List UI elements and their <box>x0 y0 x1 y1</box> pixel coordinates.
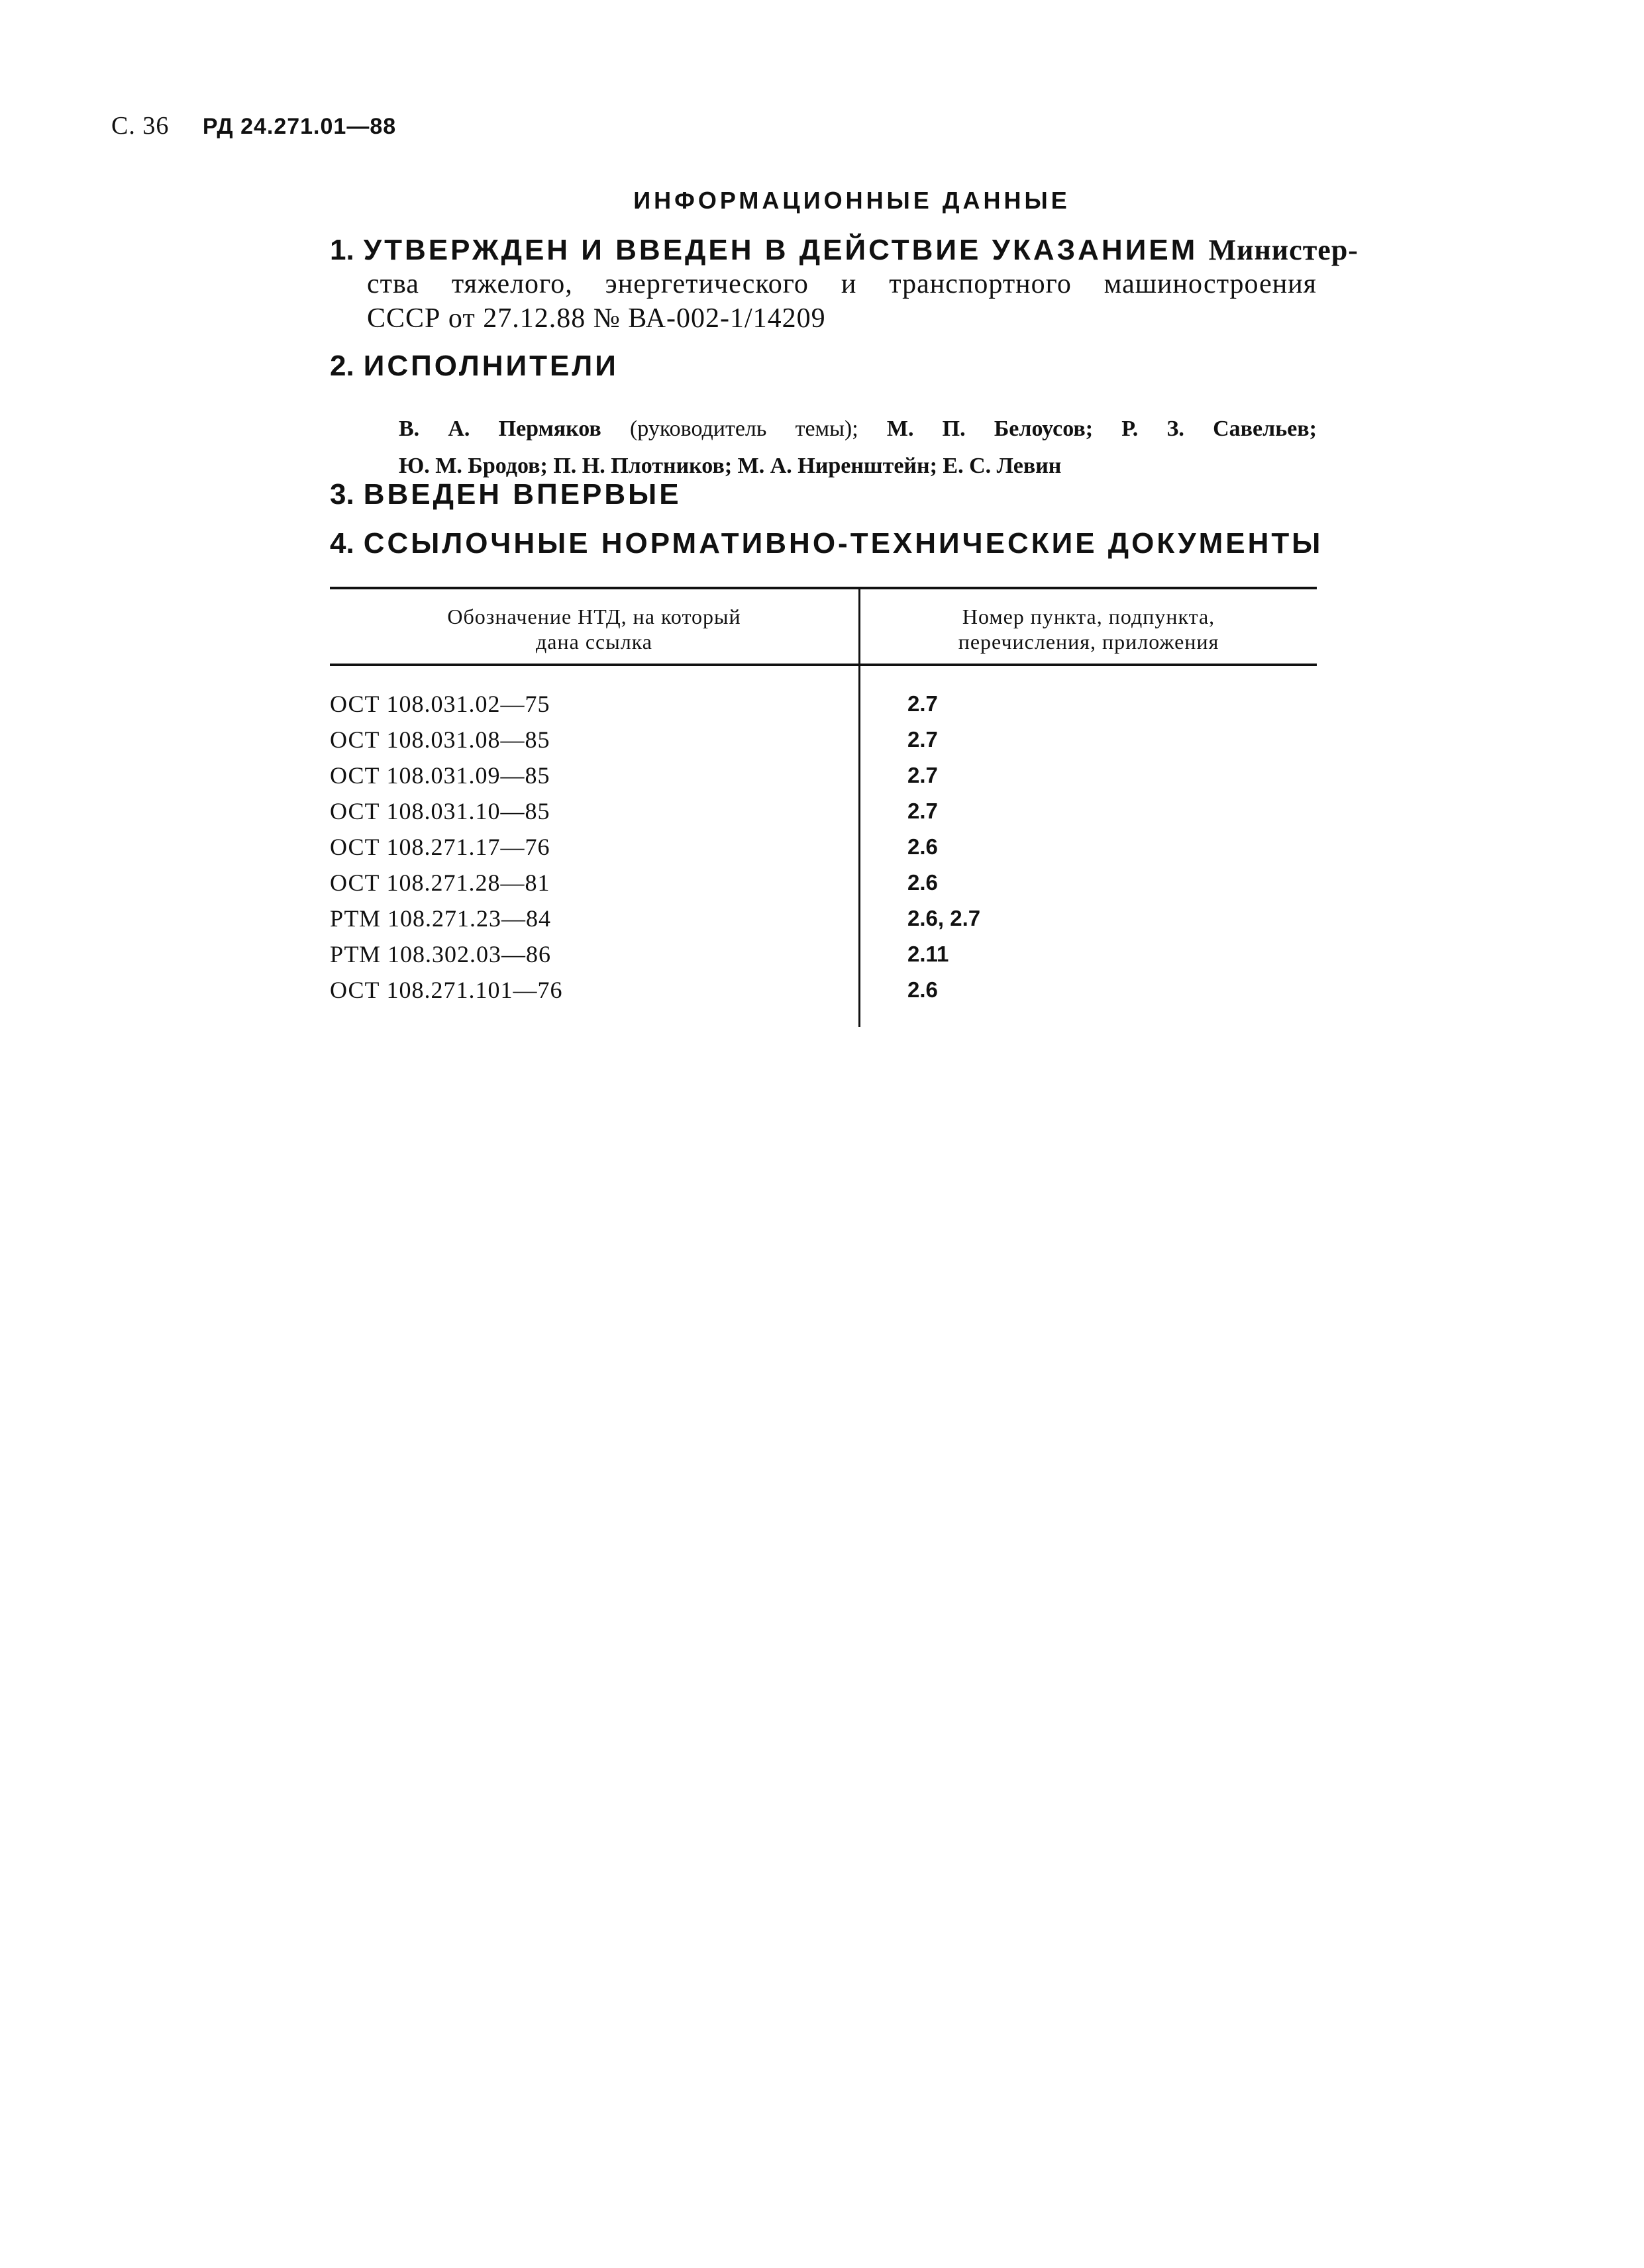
section-approved-body <box>330 267 1317 336</box>
table-row <box>330 758 1317 793</box>
section-references <box>330 527 1323 560</box>
section-heading-tail: Министер- <box>1208 234 1359 266</box>
cell-item: 2.7 <box>907 727 938 752</box>
table-row <box>330 829 1317 865</box>
table-row <box>330 901 1317 936</box>
table-row <box>330 936 1317 972</box>
section-heading-text: ВВЕДЕН ВПЕРВЫЕ <box>363 478 682 511</box>
cell-item: 2.6 <box>907 870 938 895</box>
section-approved-heading <box>330 233 1359 267</box>
table-row <box>330 865 1317 901</box>
author-role: (руководитель темы); <box>629 417 858 441</box>
table-header-item <box>860 604 1317 654</box>
cell-item: 2.7 <box>907 763 938 787</box>
cell-item: 2.11 <box>907 942 949 966</box>
header-line: перечисления, приложения <box>958 630 1219 654</box>
authors-line: Ю. М. Бродов; П. Н. Плотников; М. А. Ниренштейн; Е. С. Левин <box>399 454 1062 478</box>
page-header <box>111 111 396 140</box>
cell-item: 2.7 <box>907 691 938 716</box>
cell-document: ОСТ 108.031.10—85 <box>330 798 550 824</box>
cell-document: ОСТ 108.271.101—76 <box>330 977 563 1003</box>
cell-document: ОСТ 108.031.02—75 <box>330 691 550 717</box>
cell-item: 2.6 <box>907 834 938 859</box>
section-approved-line: ства тяжелого, энергетического и транспортного машиностроения <box>367 269 1317 299</box>
section-heading-text: ССЫЛОЧНЫЕ НОРМАТИВНО-ТЕХНИЧЕСКИЕ ДОКУМЕНТЫ <box>363 527 1323 560</box>
section-number: 2. <box>330 350 354 382</box>
cell-document: ОСТ 108.031.09—85 <box>330 762 550 789</box>
section-authors <box>330 350 1317 485</box>
section-first-introduced-heading <box>330 478 1317 511</box>
table-row <box>330 972 1317 1008</box>
author-name: В. А. Пермяков <box>399 417 601 441</box>
section-number: 3. <box>330 478 354 511</box>
section-number: 4. <box>330 527 354 560</box>
cell-document: ОСТ 108.271.17—76 <box>330 834 550 860</box>
section-number: 1. <box>330 234 354 266</box>
header-line: Обозначение НТД, на который <box>447 605 741 628</box>
document-code: РД 24.271.01—88 <box>202 114 397 139</box>
header-line: Номер пункта, подпункта, <box>962 605 1215 628</box>
table-row <box>330 722 1317 758</box>
section-references-heading <box>330 527 1323 560</box>
cell-item: 2.6, 2.7 <box>907 906 981 930</box>
author-name: Р. З. Савельев; <box>1121 417 1317 441</box>
section-first-introduced <box>330 478 1317 511</box>
cell-item: 2.6 <box>907 977 938 1002</box>
author-name: М. П. Белоусов; <box>886 417 1094 441</box>
section-authors-heading <box>330 350 1317 383</box>
cell-document: ОСТ 108.031.08—85 <box>330 726 550 753</box>
cell-document: РТМ 108.271.23—84 <box>330 905 551 932</box>
header-line: дана ссылка <box>536 630 652 654</box>
cell-item: 2.7 <box>907 799 938 823</box>
info-title: ИНФОРМАЦИОННЫЕ ДАННЫЕ <box>633 187 1070 214</box>
table-header-document <box>330 604 858 654</box>
table-row <box>330 793 1317 829</box>
cell-document: РТМ 108.302.03—86 <box>330 941 551 967</box>
table-header-rule <box>330 664 1317 666</box>
section-approved-line: СССР от 27.12.88 № ВА-002-1/14209 <box>367 303 826 334</box>
table-body <box>330 686 1317 1008</box>
cell-document: ОСТ 108.271.28—81 <box>330 869 550 896</box>
page-number: С. 36 <box>111 112 170 140</box>
authors-line <box>399 411 1317 448</box>
table-top-rule <box>330 587 1317 589</box>
section-heading-text: УТВЕРЖДЕН И ВВЕДЕН В ДЕЙСТВИЕ УКАЗАНИЕМ <box>363 234 1198 266</box>
authors-list <box>330 411 1317 485</box>
table-row <box>330 686 1317 722</box>
section-heading-text: ИСПОЛНИТЕЛИ <box>363 350 619 382</box>
section-approved <box>330 233 1359 336</box>
